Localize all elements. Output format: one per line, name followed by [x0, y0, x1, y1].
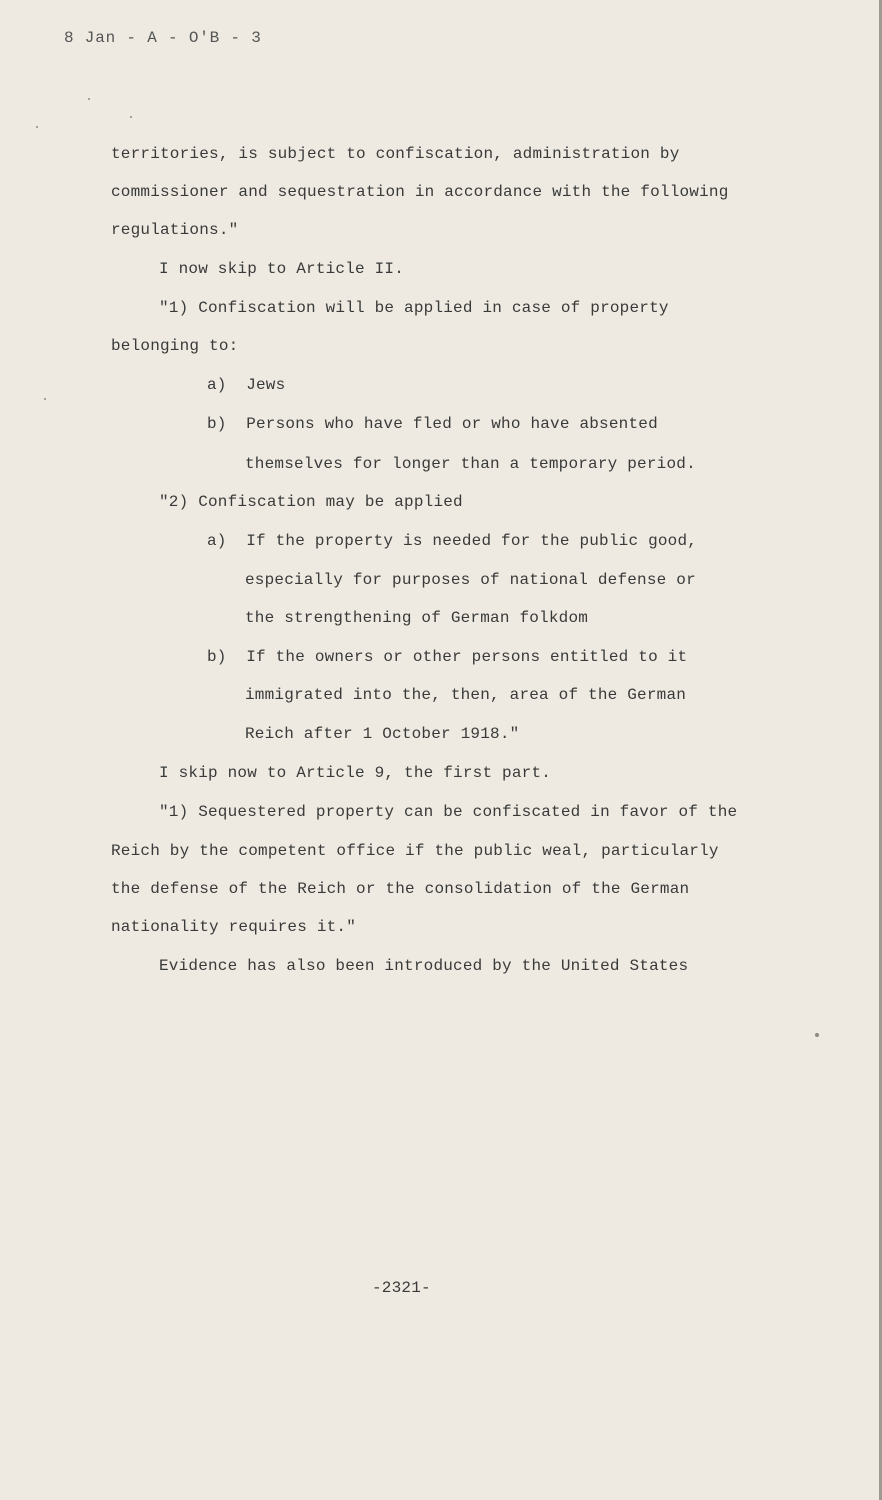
text-line: immigrated into the, then, area of the German: [245, 686, 687, 704]
speck: [44, 398, 46, 400]
speck: [130, 116, 132, 118]
speck: [36, 126, 38, 128]
text-line: the strengthening of German folkdom: [245, 609, 589, 627]
text-line: belonging to:: [111, 337, 239, 355]
text-line: "1) Confiscation will be applied in case of property: [159, 299, 669, 317]
text-line: especially for purposes of national defense or: [245, 571, 696, 589]
text-line: regulations.": [111, 221, 239, 239]
text-line: "1) Sequestered property can be confiscated in favor of the: [159, 803, 738, 821]
text-line: nationality requires it.": [111, 918, 357, 936]
text-line: I now skip to Article II.: [159, 260, 405, 278]
list-item: b) Persons who have fled or who have absented: [207, 415, 658, 433]
text-line: territories, is subject to confiscation, administration by: [111, 145, 680, 163]
text-line: the defense of the Reich or the consolidation of the German: [111, 880, 690, 898]
list-item: a) If the property is needed for the public good,: [207, 532, 698, 550]
page-header: 8 Jan - A - O'B - 3: [64, 29, 262, 47]
text-line: commissioner and sequestration in accordance with the following: [111, 183, 729, 201]
text-line: I skip now to Article 9, the first part.: [159, 764, 552, 782]
text-line: themselves for longer than a temporary period.: [245, 455, 696, 473]
speck: [88, 98, 90, 100]
text-line: Evidence has also been introduced by the United States: [159, 957, 689, 975]
page-number: -2321-: [372, 1279, 431, 1297]
text-line: Reich after 1 October 1918.": [245, 725, 520, 743]
text-line: "2) Confiscation may be applied: [159, 493, 463, 511]
text-line: Reich by the competent office if the public weal, particularly: [111, 842, 719, 860]
list-item: b) If the owners or other persons entitled to it: [207, 648, 688, 666]
speck: [815, 1033, 819, 1037]
list-item: a) Jews: [207, 376, 286, 394]
